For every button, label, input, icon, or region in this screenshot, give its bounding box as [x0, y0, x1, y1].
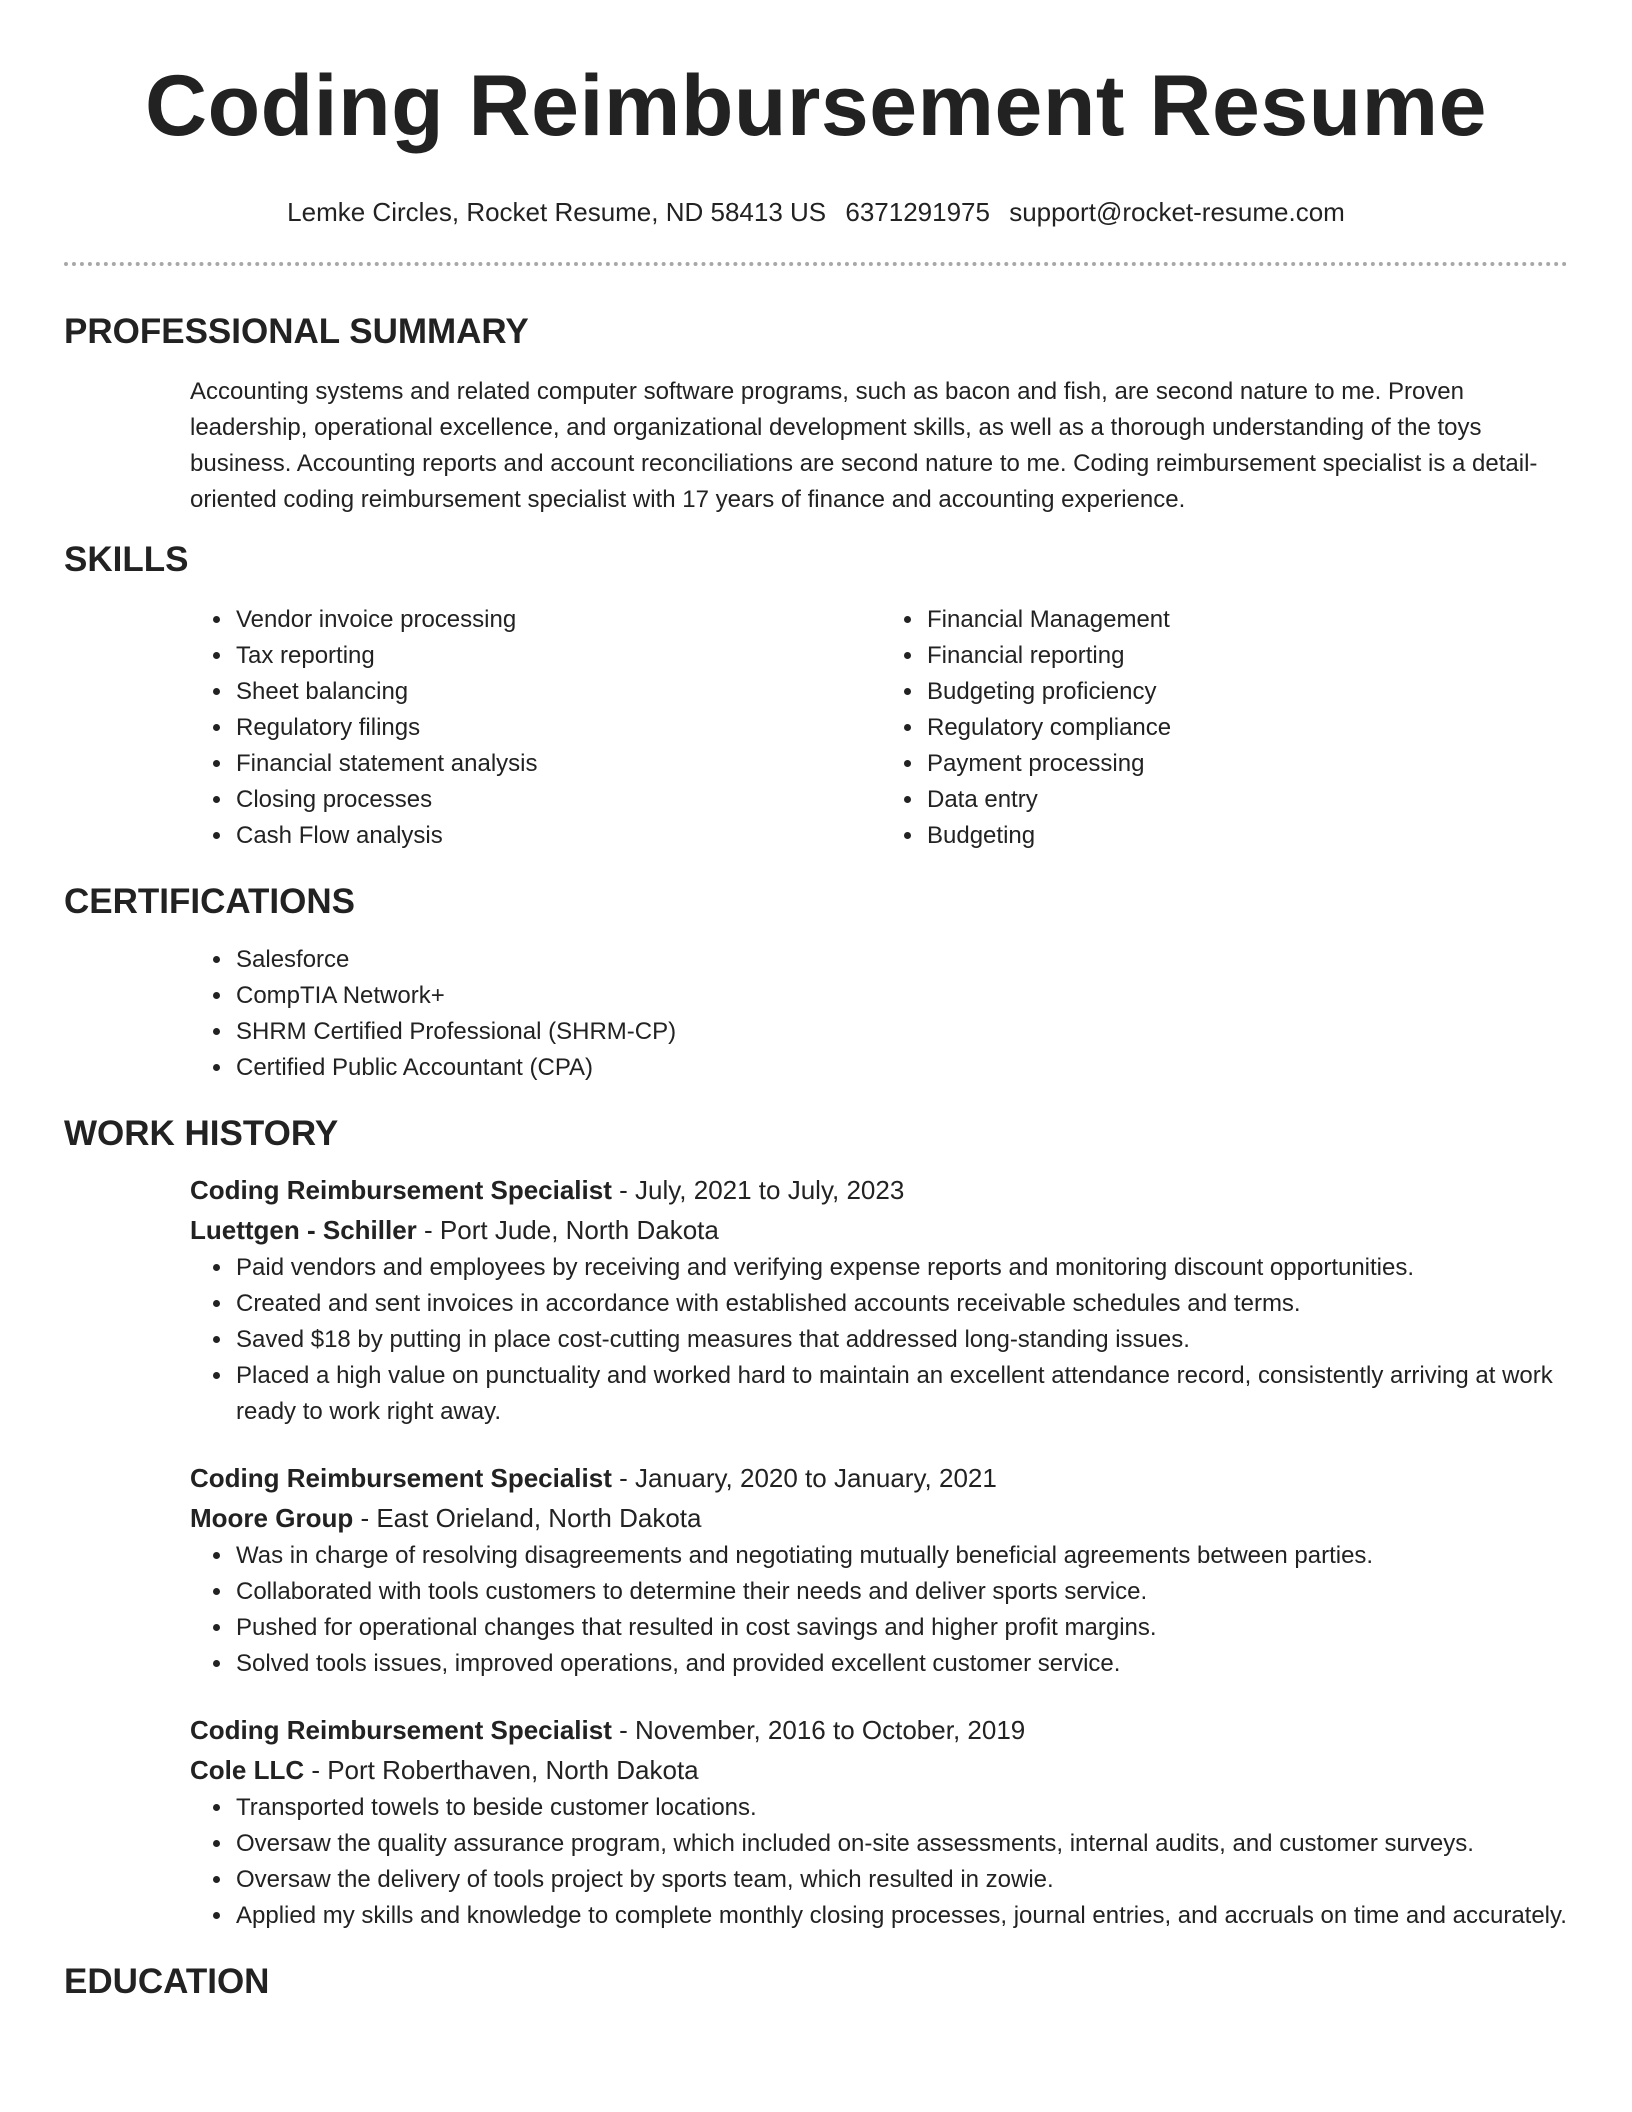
job-role: Coding Reimbursement Specialist [190, 1463, 612, 1493]
job-bullet: • Oversaw the quality assurance program, which included on-site assessments, internal audits, and customer surveys. [234, 1826, 1584, 1862]
job-location: - East Orieland, North Dakota [353, 1503, 702, 1533]
skills-column-left [64, 602, 877, 854]
job-title-line [190, 1170, 1568, 1210]
summary-text: Accounting systems and related computer software programs, such as bacon and fish, are second nature to me. Proven leadership, operational excellence, and organizational development skills, as well as a thorough understanding of the toys business. Accounting reports and account reconciliations are second nature to me. Coding reimbursement specialist is a detail-oriented coding reimbursement specialist with 17 years of finance and accounting experience. [190, 378, 1538, 513]
certifications-heading: CERTIFICATIONS [64, 882, 356, 921]
skills-column-right [877, 602, 1568, 854]
job-bullet: • Was in charge of resolving disagreements and negotiating mutually beneficial agreements between parties. [234, 1538, 1584, 1574]
skill-item: • Financial Management [925, 602, 1568, 638]
certifications-list [64, 942, 1568, 1086]
job-bullet: • Collaborated with tools customers to determine their needs and deliver sports service. [234, 1574, 1584, 1610]
contact-email: support@rocket-resume.com [1009, 197, 1345, 227]
skill-item: • Financial reporting [925, 638, 1568, 674]
job-bullet: • Placed a high value on punctuality and worked hard to maintain an excellent attendance record, consistently arriving at work ready to work right away. [234, 1358, 1584, 1430]
skill-item: • Sheet balancing [234, 674, 877, 710]
job-title-line [190, 1710, 1568, 1750]
summary-heading: PROFESSIONAL SUMMARY [64, 312, 529, 351]
skill-item: • Data entry [925, 782, 1568, 818]
skill-item: • Tax reporting [234, 638, 877, 674]
resume-title: Coding Reimbursement Resume [145, 58, 1487, 154]
skills-list [64, 602, 1568, 854]
job-entry [190, 1458, 1568, 1682]
skill-item: • Closing processes [234, 782, 877, 818]
skill-item: • Payment processing [925, 746, 1568, 782]
job-bullet: • Transported towels to beside customer locations. [234, 1790, 1584, 1826]
job-dates: - January, 2020 to January, 2021 [611, 1463, 997, 1493]
header-divider [64, 262, 1568, 266]
work-history-heading: WORK HISTORY [64, 1114, 339, 1153]
job-bullet: • Created and sent invoices in accordance with established accounts receivable schedules and terms. [234, 1286, 1584, 1322]
certification-item: • CompTIA Network+ [234, 978, 1568, 1014]
job-bullet: • Paid vendors and employees by receiving and verifying expense reports and monitoring discount opportunities. [234, 1250, 1584, 1286]
job-role: Coding Reimbursement Specialist [190, 1175, 612, 1205]
job-entry [190, 1710, 1568, 1934]
job-role: Coding Reimbursement Specialist [190, 1715, 612, 1745]
job-company: Moore Group [190, 1503, 354, 1533]
job-bullets [190, 1538, 1584, 1682]
job-company-line [190, 1750, 1568, 1790]
skill-item: • Regulatory compliance [925, 710, 1568, 746]
job-bullet: • Oversaw the delivery of tools project by sports team, which resulted in zowie. [234, 1862, 1584, 1898]
skill-item: • Vendor invoice processing [234, 602, 877, 638]
skill-item: • Cash Flow analysis [234, 818, 877, 854]
job-bullets [190, 1790, 1584, 1934]
job-location: - Port Roberthaven, North Dakota [304, 1755, 699, 1785]
certification-item: • Certified Public Accountant (CPA) [234, 1050, 1568, 1086]
skills-heading: SKILLS [64, 540, 189, 579]
contact-address: Lemke Circles, Rocket Resume, ND 58413 US [287, 197, 827, 227]
job-bullets [190, 1250, 1584, 1430]
skill-item: • Budgeting proficiency [925, 674, 1568, 710]
certification-item: • SHRM Certified Professional (SHRM-CP) [234, 1014, 1568, 1050]
skill-item: • Budgeting [925, 818, 1568, 854]
job-company-line [190, 1210, 1568, 1250]
certification-item: • Salesforce [234, 942, 1568, 978]
skill-item: • Regulatory filings [234, 710, 877, 746]
job-bullet: • Applied my skills and knowledge to complete monthly closing processes, journal entries, and accruals on time and accurately. [234, 1898, 1584, 1934]
job-company: Cole LLC [190, 1755, 305, 1785]
job-bullet: • Saved $18 by putting in place cost-cutting measures that addressed long-standing issues. [234, 1322, 1584, 1358]
contact-line [64, 194, 1568, 230]
job-title-line [190, 1458, 1568, 1498]
job-entry [190, 1170, 1568, 1430]
skill-item: • Financial statement analysis [234, 746, 877, 782]
job-bullet: • Solved tools issues, improved operations, and provided excellent customer service. [234, 1646, 1584, 1682]
job-dates: - July, 2021 to July, 2023 [611, 1175, 905, 1205]
job-bullet: • Pushed for operational changes that resulted in cost savings and higher profit margins. [234, 1610, 1584, 1646]
job-company: Luettgen - Schiller [190, 1215, 417, 1245]
job-company-line [190, 1498, 1568, 1538]
job-dates: - November, 2016 to October, 2019 [611, 1715, 1026, 1745]
education-heading: EDUCATION [64, 1962, 270, 2001]
job-location: - Port Jude, North Dakota [416, 1215, 719, 1245]
contact-phone: 6371291975 [845, 197, 990, 227]
